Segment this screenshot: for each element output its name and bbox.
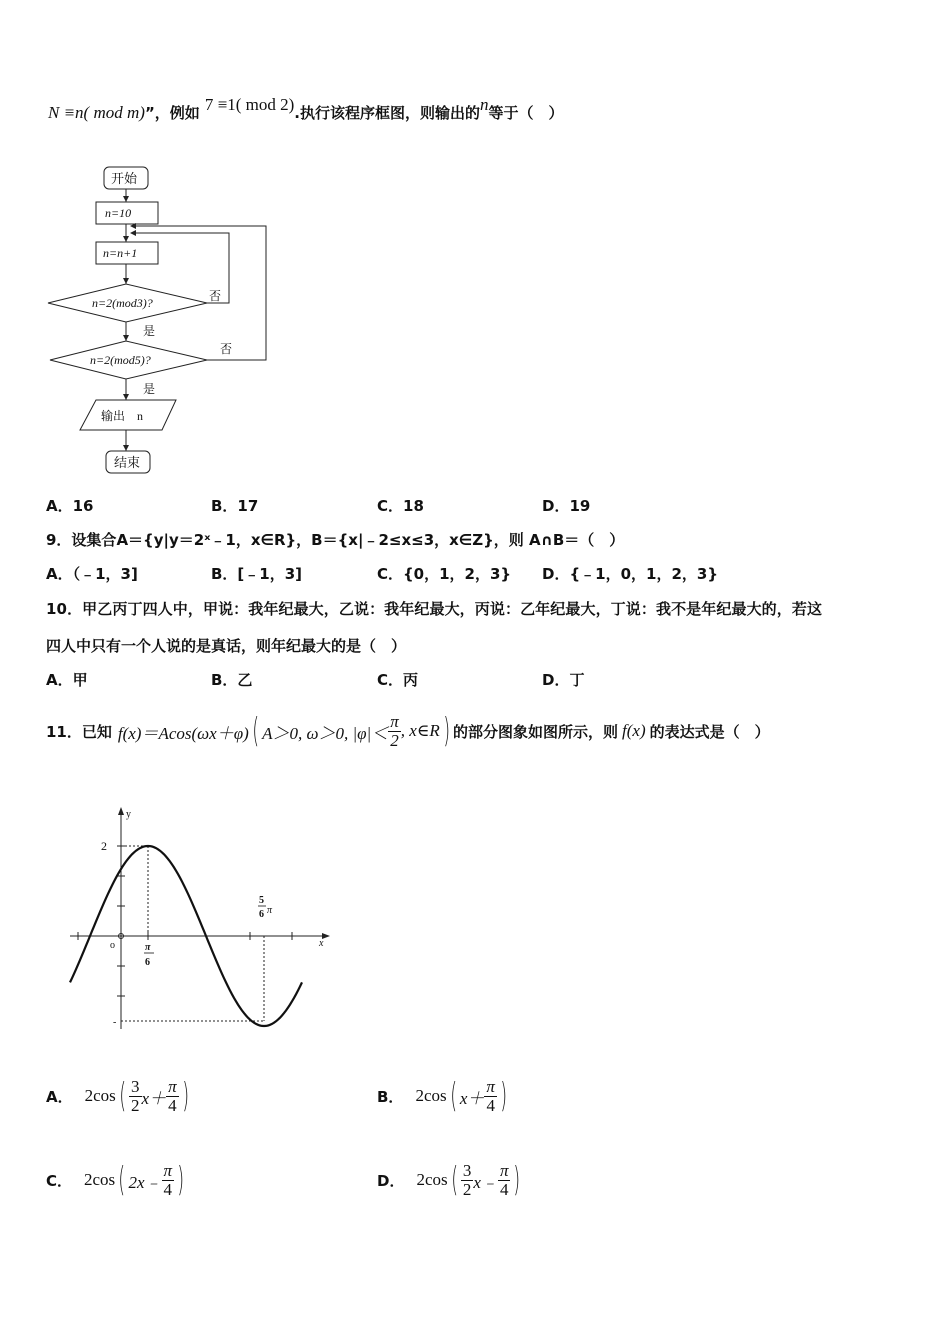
q11-option-d-rparen: ) [513,1160,521,1200]
flow-yes2-label: 是 [143,382,156,396]
q9-prefix: 9．设集合 [46,531,117,549]
flow-no2-label: 否 [220,342,233,356]
graph-tick1-den: 6 [145,957,150,968]
flow-init-label: n=10 [105,206,132,220]
q8-option-d[interactable]: D．19 [542,497,591,515]
graph-origin-label: o [110,940,115,951]
flow-start-label: 开始 [111,171,138,186]
q11-cond-lparen: ( [252,711,259,751]
q8-tail: .执行该程序框图，则输出的 [294,104,480,122]
q8-option-c[interactable]: C．18 [377,497,424,515]
q11-option-c-mid: 2x﹣ [128,1172,162,1192]
q8-flowchart [40,160,280,480]
q11-option-a-fden: 2 [131,1095,140,1115]
q8-lead-suffix: ”，例如 [144,104,200,122]
q11-option-b-pden: 4 [486,1095,495,1115]
graph-ymax-label: 2 [101,839,107,853]
q10-line1: 10．甲乙丙丁四人中，甲说：我年纪最大，乙说：我年纪最大，丙说：乙年纪最大，丁说：我不是年纪最大的，若这 [46,600,823,618]
q11-option-a-rparen: ) [181,1076,189,1116]
graph-tick2-den: 6 [259,909,264,920]
q8-end: 等于（ ） [488,104,564,122]
q11-option-c-lparen: ( [118,1160,126,1200]
q11-func: f(x)＝Acos(ωx＋φ) [117,723,249,743]
q8-example-math: 7 ≡1( mod 2) [204,95,295,114]
graph-x-label: x [319,938,324,949]
q11-option-a-pnum: π [168,1076,177,1096]
q9-statement [46,529,624,550]
q11-option-d-mid: x﹣ [473,1172,498,1192]
q11-option-c-coef: 2cos [84,1170,116,1189]
q11-cond-frac-num: π [390,711,399,731]
q11-option-c[interactable] [46,1152,187,1208]
q11-cond-left: A＞0, ω＞0, |φ|＜ [262,723,389,743]
q11-option-c-rparen: ) [177,1160,184,1200]
flow-cond2-label: n=2(mod5)? [90,353,151,367]
q10-option-a[interactable]: A．甲 [46,671,88,689]
q11-option-d-fden: 2 [462,1179,472,1199]
q11-fx: f(x) [622,721,646,740]
q9-option-d[interactable]: D．{﹣1，0，1，2，3} [542,565,718,583]
graph-tick2-num: 5 [259,895,264,906]
flow-step-label: n=n+1 [103,246,138,260]
q8-option-a[interactable]: A．16 [46,497,94,515]
q11-option-c-letter: C． [46,1171,73,1190]
q11-cond-frac-den: 2 [390,730,399,750]
graph-tick2-pi: π [267,905,273,916]
q9-option-c[interactable]: C．{0，1，2，3} [377,565,512,583]
q11-option-a-lparen: ( [119,1076,126,1116]
q11-statement [46,706,770,756]
q11-end: 的表达式是（ ） [649,722,770,741]
q8-n-var: n [479,95,489,114]
q8-statement [48,95,564,123]
q11-cond-rparen: ) [443,711,450,751]
q8-option-b[interactable]: B．17 [211,497,259,515]
q11-option-b-pfrac [484,1078,497,1115]
q11-prefix: 11．已知 [46,722,112,741]
q10-option-b[interactable]: B．乙 [211,671,253,689]
q11-option-d-letter: D． [377,1171,405,1190]
q9-option-a[interactable]: A．（﹣1，3] [46,565,138,583]
q11-option-a-fnum: 3 [131,1076,140,1096]
q10-option-c[interactable]: C．丙 [377,671,419,689]
q11-option-b-letter: B． [377,1087,404,1106]
q11-option-c-pnum: π [163,1160,173,1180]
q11-option-d-coef: 2cos [416,1170,448,1189]
q11-option-d-fnum: 3 [462,1160,472,1180]
q11-option-d-pnum: π [499,1160,509,1180]
q11-option-d[interactable] [377,1152,524,1208]
q11-graph [68,805,338,1035]
q11-cond-frac [388,713,401,750]
q11-option-b-rparen: ) [500,1076,507,1116]
q11-option-a-pden: 4 [168,1095,177,1115]
q11-option-b-coef: 2cos [415,1086,447,1105]
q11-option-d-frac [461,1162,474,1199]
q11-option-c-pden: 4 [163,1179,173,1199]
flow-end-label: 结束 [114,455,141,470]
q8-lead-math: N ≡n( mod m) [48,103,145,122]
q11-option-b-pnum: π [486,1076,495,1096]
q11-option-a-letter: A． [46,1087,73,1106]
q11-option-a-mid: x＋ [141,1088,167,1108]
q11-option-b-lparen: ( [449,1076,457,1116]
flow-cond1-label: n=2(mod3)? [92,296,153,310]
q9-body: A＝{y|y＝2ˣ﹣1，x∈R}，B＝{x|﹣2≤x≤3，x∈Z}，则 A∩B＝（ ） [116,531,625,549]
q11-cond-right: , x∈R [400,721,440,740]
flow-output-label: 输出 n [101,409,144,423]
q11-mid: 的部分图象如图所示，则 [453,722,619,741]
graph-ymin-label: - [113,1017,117,1028]
q11-option-a-pfrac [166,1078,179,1115]
q11-option-d-pden: 4 [499,1179,509,1199]
q11-option-b[interactable] [377,1068,510,1124]
graph-tick1-num: π [145,942,151,953]
q11-option-a[interactable] [46,1068,192,1124]
q10-option-d[interactable]: D．丁 [542,671,585,689]
q11-option-b-mid: x＋ [459,1088,485,1108]
q9-option-b[interactable]: B．[﹣1，3] [211,565,303,583]
q11-option-d-lparen: ( [450,1160,458,1200]
q11-option-d-pfrac [498,1162,511,1199]
q11-option-a-frac [129,1078,142,1115]
q10-line2: 四人中只有一个人说的是真话，则年纪最大的是（ ） [46,637,407,655]
graph-y-label: y [126,809,131,820]
flow-no1-label: 否 [209,289,222,303]
q11-option-c-pfrac [162,1162,175,1199]
flow-yes1-label: 是 [143,324,156,338]
q11-option-a-coef: 2cos [84,1086,116,1105]
